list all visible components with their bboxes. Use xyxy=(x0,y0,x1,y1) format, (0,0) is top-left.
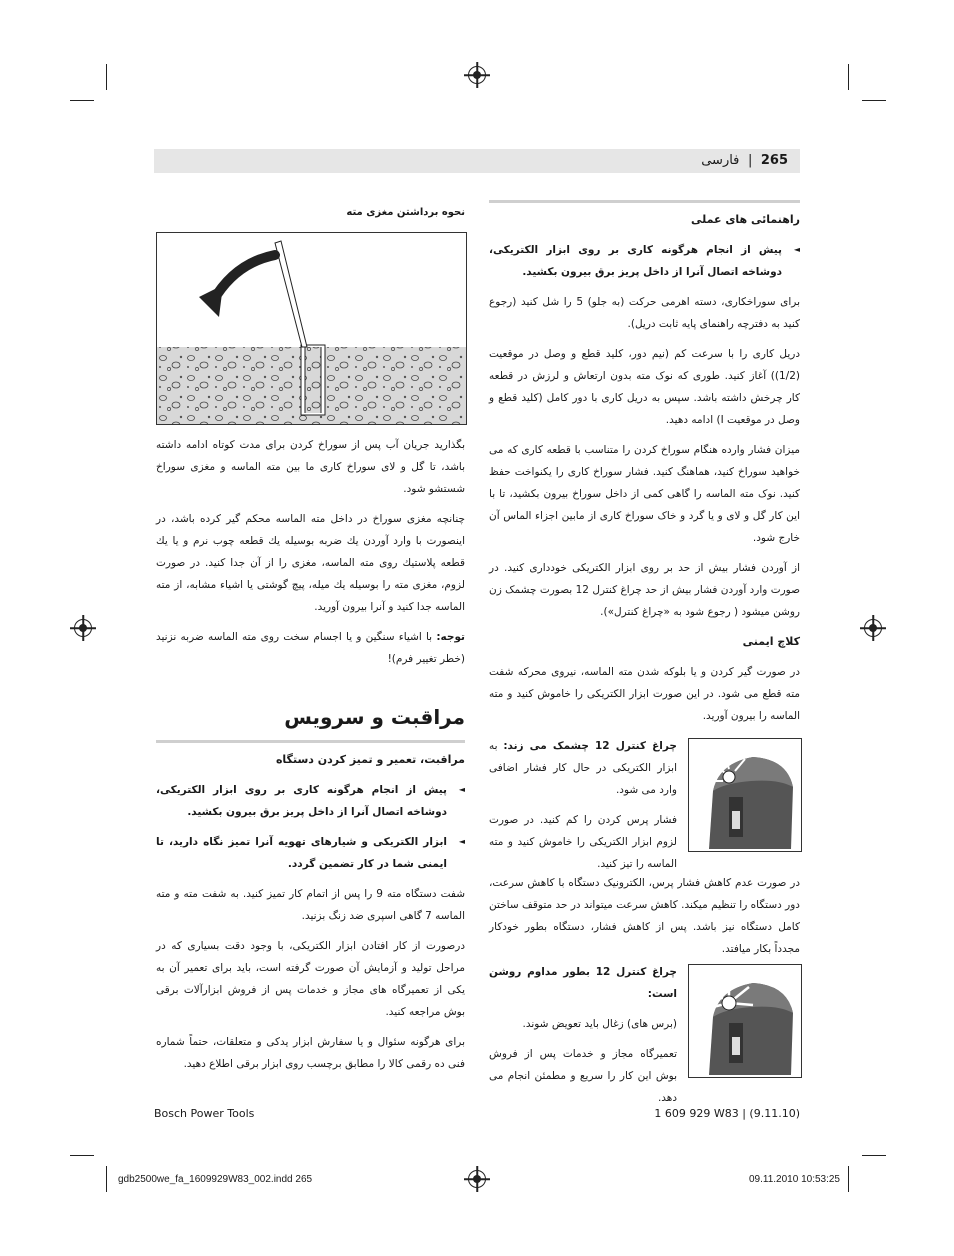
crop-mark xyxy=(70,1155,94,1156)
registration-mark-icon xyxy=(468,1170,486,1188)
crop-mark xyxy=(848,1166,849,1192)
lamp-blinking-illustration xyxy=(688,738,802,852)
core-removal-illustration xyxy=(156,232,467,425)
tool-housing-icon xyxy=(689,965,801,1077)
page-header xyxy=(154,149,800,173)
footer-docnumber: 1 609 929 W83 | (9.11.10) xyxy=(654,1107,800,1120)
registration-mark-icon xyxy=(468,66,486,84)
paragraph: چنانچه مغزی سوراخ در داخل مته الماسه محکم گیر کرده باشد، در اینصورت با وارد آوردن یك ضربه بوسیله یك قطعه چوب نرم و یا یك قطعه پلاستیك روی مته الماسه، مغزی را از آن جدا کنید. در صورت لزوم، مغزی مته را بوسیله یك میله، پیچ گوشتی یا اشیاء مشابه، از مته الماسه جدا کنید و آنرا بیرون آورید. xyxy=(156,513,465,613)
lamp-steady-lead: چراغ کنترل 12 بطور مداوم روشن است: xyxy=(489,966,677,1000)
crop-mark xyxy=(70,100,94,101)
crop-mark xyxy=(848,64,849,90)
slug-datetime: 09.11.2010 10:53:25 xyxy=(748,1174,840,1185)
section-title-practical-tips: راهنمائی های عملی xyxy=(691,213,800,226)
note-lead: توجه: xyxy=(436,631,465,643)
crop-mark xyxy=(106,1166,107,1192)
lamp-steady-text xyxy=(489,961,677,1117)
crop-mark xyxy=(862,1155,886,1156)
page-number: 265 xyxy=(760,153,788,168)
left-column xyxy=(156,434,465,1083)
section-rule xyxy=(156,740,465,743)
footer-brand: Bosch Power Tools xyxy=(154,1107,255,1120)
registration-mark-icon xyxy=(74,619,92,637)
paragraph: دریل کاری را با سرعت کم (نیم دور، کلید قطع و وصل در موقعیت (1/2)) آغاز کنید. طوری که نوک مته بدون ارتعاش و لرزش در قطعه کار چرخش داشته باشد. سپس به دریل کاری با دور کامل (کلید قطع و وصل در موقعیت I) ادامه دهید. xyxy=(489,348,800,426)
lamp-blinking-action: فشار پرس کردن را کم کنید. در صورت لزوم ابزار الکتریکی را خاموش کنید و مته الماسه را تیز کنید. xyxy=(489,814,677,870)
paragraph: درصورت از کار افتادن ابزار الکتریکی، با وجود دقت بسیاری که در مراحل تولید و آزمایش آن صورت گرفته است، باید برای تعمیر آن به یکی از تعمیرگاه های مجاز و خدمات پس از فروش ابزارآلات برقی بوش مراجعه کنید. xyxy=(156,940,465,1018)
header-separator: | xyxy=(747,153,753,168)
crop-mark xyxy=(862,100,886,101)
warning-bullet: ◄ ابزار الکتریکی و شیارهای تهویه آنرا تمیز نگاه دارید، تا ایمنی شما در کار تضمین گردد. xyxy=(156,831,465,875)
note-text: با اشیاء سنگین و یا اجسام سخت روی مته الماسه ضربه نزنید (خطر تغییر فرم)! xyxy=(156,631,465,665)
paragraph: از آوردن فشار بیش از حد بر روی ابزار الکتریکی خودداری کنید. در صورت وارد آوردن فشار بیش از حد چراغ کنترل 12 بصورت چشمک زن روشن میشود ( رجوع شود به «چراغ کنترل»). xyxy=(489,562,800,618)
lamp-blinking-desc: به ابزار الکتریکی در حال کار فشار اضافی وارد می شود. xyxy=(489,740,677,796)
lamp-blinking-text xyxy=(489,735,677,883)
subsection-title-cleaning: مراقبت، تعمیر و تمیز کردن دستگاه xyxy=(275,753,465,766)
paragraph: برای هرگونه سئوال و یا سفارش ابزار یدکی و متعلقات، حتماً شماره فنی ده رقمی کالا را مطابق برچسب روی ابزار برقی اطلاع دهید. xyxy=(156,1036,465,1070)
paragraph: بگذارید جریان آب پس از سوراخ کردن برای مدت کوتاه ادامه داشته باشد، تا گل و لای سوراخ کاری ما بین مته الماسه و مغزی سوراخ شستشو شود. xyxy=(156,439,465,495)
lamp-paragraph xyxy=(489,872,800,968)
paragraph: شفت دستگاه مته 9 را پس از اتمام کار تمیز کنید. به شفت مته و مته الماسه 7 گاهی اسپری ضد زنگ بزنید. xyxy=(156,888,465,922)
section-rule xyxy=(489,200,800,203)
section-title-maintenance: مراقبت و سرویس xyxy=(284,705,465,729)
paragraph: در صورت گیر کردن و یا بلوکه شدن مته الماسه، نیروی محرکه شفت مته قطع می شود. در این صورت ابزار الکتریکی را خاموش کنید و مته الماسه را بیرون آورید. xyxy=(489,666,800,722)
paragraph: برای سوراخکاری، دسته اهرمی حرکت (به جلو) 5 را شل کنید (رجوع کنید به دفترچه راهنمای پایه ثابت دریل). xyxy=(489,296,800,330)
registration-mark-icon xyxy=(864,619,882,637)
paragraph: در صورت عدم کاهش فشار پرس، الکترونیک دستگاه با کاهش سرعت، دور دستگاه را تنظیم میکند. کاهش سرعت میتواند در حد متوقف ساختن کامل دستگاه نیز باشد. پس از کاهش فشار، دستگاه بطور خودکار مجدداً بکار میافتد. xyxy=(489,877,800,955)
warning-bullet: ◄ پیش از انجام هرگونه کاری بر روی ابزار الکتریکی، دوشاخه اتصال آنرا از داخل پریز برق بیرون بکشید. xyxy=(156,779,465,823)
header-language: فارسی xyxy=(701,153,740,168)
slug-filename: gdb2500we_fa_1609929W83_002.indd 265 xyxy=(118,1174,313,1185)
right-column xyxy=(489,200,800,765)
lamp-steady-illustration xyxy=(688,964,802,1078)
tool-housing-icon xyxy=(689,739,801,851)
lamp-blinking-lead: چراغ کنترل 12 چشمک می زند: xyxy=(503,740,677,752)
lamp-steady-action: تعمیرگاه مجاز و خدمات پس از فروش بوش این کار را سریع و مطمئن انجام می دهد. xyxy=(489,1048,677,1104)
figure-caption: نحوه برداشتن مغزی مته xyxy=(346,207,465,218)
core-removal-figure xyxy=(157,233,466,424)
warning-bullet: ◄ پیش از انجام هرگونه کاری بر روی ابزار الکتریکی، دوشاخه اتصال آنرا از داخل پریز برق بیرون بکشید. xyxy=(489,239,800,283)
crop-mark xyxy=(106,64,107,90)
paragraph: میزان فشار وارده هنگام سوراخ کردن را متناسب با قطعه کاری که می خواهید سوراخ کنید، هماهنگ کنید. فشار سوراخ کاری را یکنواخت حفظ کنید. نوک مته الماسه را گاهی کمی از داخل سوراخ بیرون بکشید، تا با این کار گل و لای و یا گرد و خاک سوراخ کاری از مابین اجزاء الماس آن خارج شود. xyxy=(489,444,800,544)
lamp-steady-desc: (برس های) زغال باید تعویض شوند. xyxy=(522,1018,677,1030)
section-title-safety-clutch: کلاچ ایمنی xyxy=(742,635,800,648)
